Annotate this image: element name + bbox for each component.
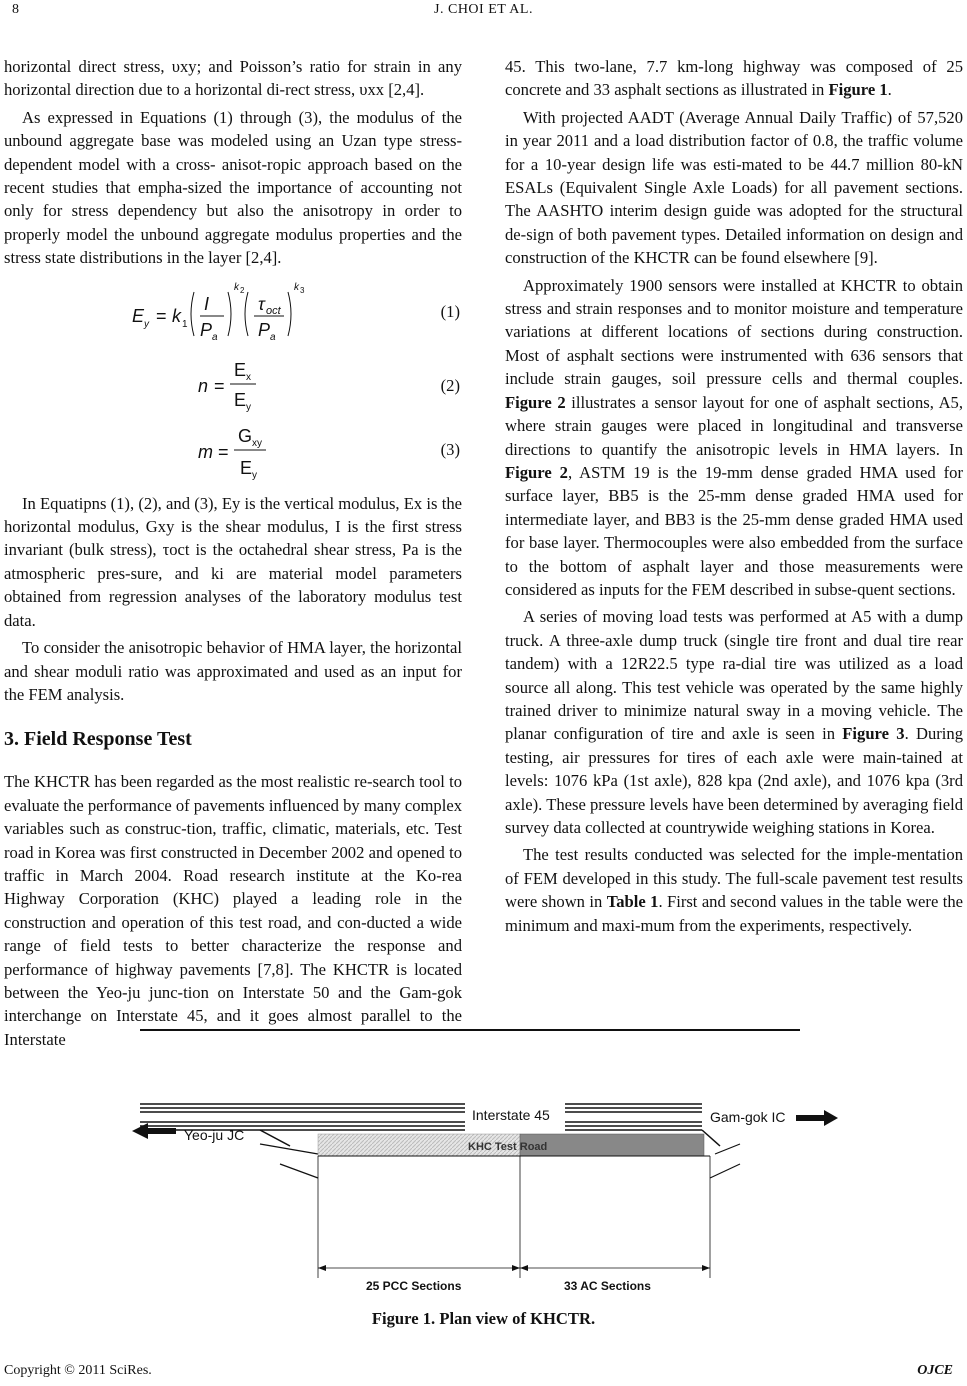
equation-3-number: (3) <box>440 439 460 459</box>
svg-text:k: k <box>234 281 239 293</box>
svg-text:y: y <box>246 401 251 413</box>
svg-text:=: = <box>156 305 167 326</box>
paragraph: As expressed in Equations (1) through (3), the modulus of the unbound aggregate base was modeled using an Uzan type stress-dependent model with a cross- anisot-ropic approach based on the recent studies that empha-sized the importance of accounting not only for stress dependency but also the anisotropy in order to properly model the unbound aggregate modulus properties and the stress state distributions in the layer [2,4]. <box>4 107 462 268</box>
paragraph: horizontal direct stress, υxy; and Poisson’s ratio for strain in any horizontal direction due to a horizontal di-rect stress, υxx [2,4]. <box>4 57 462 100</box>
svg-text:τ: τ <box>258 293 265 314</box>
svg-text:m: m <box>198 441 213 462</box>
svg-text:E: E <box>234 359 247 380</box>
svg-text:I: I <box>204 293 210 314</box>
svg-text:k: k <box>294 281 299 293</box>
svg-text:2: 2 <box>240 285 245 295</box>
paragraph: Approximately 1900 sensors were installed at KHCTR to obtain stress and strain responses and to monitor moisture and temperature variations at different locations of sections during construction. Most of asphalt sections were instrumented with 636 sensors that include strain gauges, soil pressure cells and thermal couples. Figure 2 illustrates a sensor layout for one of asphalt sections, A5, where strain gauges were placed in longitudinal and transverse directions to quantify the anisotropic levels in HMA layers. In Figure 2, ASTM 19 is the 19-mm dense graded HMA used for surface layer, BB5 is the 25-mm dense graded HMA used for intermediate layer, and BB3 is the 25-mm dense graded HMA used for base layer. Thermocouples were also embedded from the surface to the bottom of asphalt layer and those measurements were considered as inputs for the FEM described in subse-quent sections. <box>505 275 963 599</box>
figure-reference: Figure 3 <box>842 724 905 744</box>
paragraph: With projected AADT (Average Annual Daily Traffic) of 57,520 in year 2011 and a load distribution factor of 0.8, the traffic volume for a 10-year design life was esti-mated to be 44.7 million 80-kN ESALs (Equivalent Single Axle Loads) for all pavement sections. The AASHTO interim design guide was adopted for the structural de-sign of both pavement types. Detailed information on design and construction of the KHCTR can be found elsewhere [9]. <box>505 107 963 268</box>
khc-test-road-label: KHC Test Road <box>468 1141 548 1153</box>
paragraph: The test results conducted was selected for the imple-mentation of FEM developed in this study. The full-scale pavement test results were shown in Table 1. First and second values in the table were the minimum and maxi-mum from the experiments, respectively. <box>505 845 963 935</box>
arrow-right-icon <box>796 1110 838 1126</box>
svg-text:G: G <box>238 425 253 446</box>
section-heading: 3. Field Response Test <box>4 728 192 751</box>
svg-text:P: P <box>200 319 213 340</box>
left-column <box>4 55 462 1055</box>
svg-text:E: E <box>240 457 253 478</box>
paragraph: The KHCTR has been regarded as the most realistic re-search tool to evaluate the performance of pavements influenced by many complex variables such as construc-tion, traffic, climatic, materials, etc. Test road in Korea was first constructed in December 2002 and opened to traffic in March 2004. Road research institute at the Ko-rea Highway Corporation (KHC) played a leading role in the construction and operation of this test road, and con-ducted a wide range of field tests to better characterize the response and performance of highway pavements [7,8]. The KHCTR is located between the Yeo-ju junc-tion on Interstate 50 and the Gam-gok interchange on Interstate 45, and it goes almost parallel to the Interstate <box>4 772 462 1049</box>
ac-sections-label: 33 AC Sections <box>564 1279 651 1293</box>
equation-1 <box>4 274 462 354</box>
equation-1-number: (1) <box>440 301 460 321</box>
paragraph: 45. This two-lane, 7.7 km-long highway was composed of 25 concrete and 33 asphalt sections as illustrated in Figure 1. <box>505 57 963 100</box>
yeoju-label: Yeo-ju JC <box>184 1127 245 1143</box>
equation-2 <box>4 354 462 418</box>
svg-text:a: a <box>270 331 276 343</box>
highway-lanes-right <box>565 1104 702 1130</box>
svg-text:=: = <box>218 441 229 462</box>
svg-text:xy: xy <box>252 437 262 449</box>
page-number: 8 <box>12 2 19 17</box>
gamgok-label: Gam-gok IC <box>710 1109 786 1125</box>
figure-reference: Figure 2 <box>505 462 568 482</box>
paragraph: To consider the anisotropic behavior of HMA layer, the horizontal and shear moduli ratio was approximated and used as an input for the FEM analysis. <box>4 638 462 704</box>
svg-text:y: y <box>252 469 257 481</box>
table-reference: Table 1 <box>606 892 659 912</box>
equation-2-formula <box>194 354 394 418</box>
figure-caption: Figure 1. Plan view of KHCTR. <box>371 1309 596 1328</box>
svg-text:x: x <box>246 371 251 383</box>
svg-text:a: a <box>212 331 218 343</box>
journal-abbrev: OJCE <box>917 1363 953 1378</box>
paragraph: In Equatipns (1), (2), and (3), Ey is the vertical modulus, Ex is the horizontal modulus, Gxy is the shear modulus, I is the first stress invariant (bulk stress), τoct is the octahedral shear stress, Pa is the atmospheric pres-sure, and ki are material model parameters obtained from regression analyses of the laboratory modulus test data. <box>4 493 462 630</box>
svg-text:=: = <box>214 375 225 396</box>
pcc-sections-label: 25 PCC Sections <box>366 1279 462 1293</box>
interstate-label: Interstate 45 <box>472 1107 550 1123</box>
running-title: J. CHOI ET AL. <box>434 2 533 17</box>
equation-3 <box>4 418 462 492</box>
equation-1-formula <box>124 274 484 354</box>
copyright: Copyright © 2011 SciRes. <box>4 1363 152 1378</box>
svg-text:y: y <box>144 318 149 330</box>
right-column <box>505 55 963 941</box>
figure-1-plan-view <box>120 1028 850 1298</box>
svg-text:3: 3 <box>300 285 305 295</box>
svg-text:1: 1 <box>182 318 188 330</box>
ac-sections-strip <box>520 1134 704 1156</box>
figure-reference: Figure 2 <box>505 392 566 412</box>
svg-text:P: P <box>258 319 271 340</box>
svg-text:E: E <box>234 389 247 410</box>
svg-text:k: k <box>172 305 181 326</box>
equation-2-number: (2) <box>440 375 460 395</box>
svg-text:n: n <box>198 375 209 396</box>
svg-text:oct: oct <box>266 304 281 317</box>
svg-text:E: E <box>132 305 145 326</box>
paragraph: A series of moving load tests was performed at A5 with a dump truck. A three-axle dump truck (single tire front and dual tire rear tandem) with a 12R22.5 type ra-dial tire was utilized as a load source all along. This test vehicle was operated by the same highly trained driver to minimize natural sway in a moving vehicle. The planar configuration of tire and axle is seen in Figure 3. During testing, air pressures for tires of each axle were main-tained at levels: 1076 kPa (1st axle), 828 kpa (2nd axle), and 1076 kpa (3rd axle). These pressure levels have been determined by averaging field survey data collected at countrywide weighing stations in Korea. <box>505 607 963 837</box>
figure-reference: Figure 1 <box>828 80 888 100</box>
equation-3-formula <box>194 418 394 492</box>
